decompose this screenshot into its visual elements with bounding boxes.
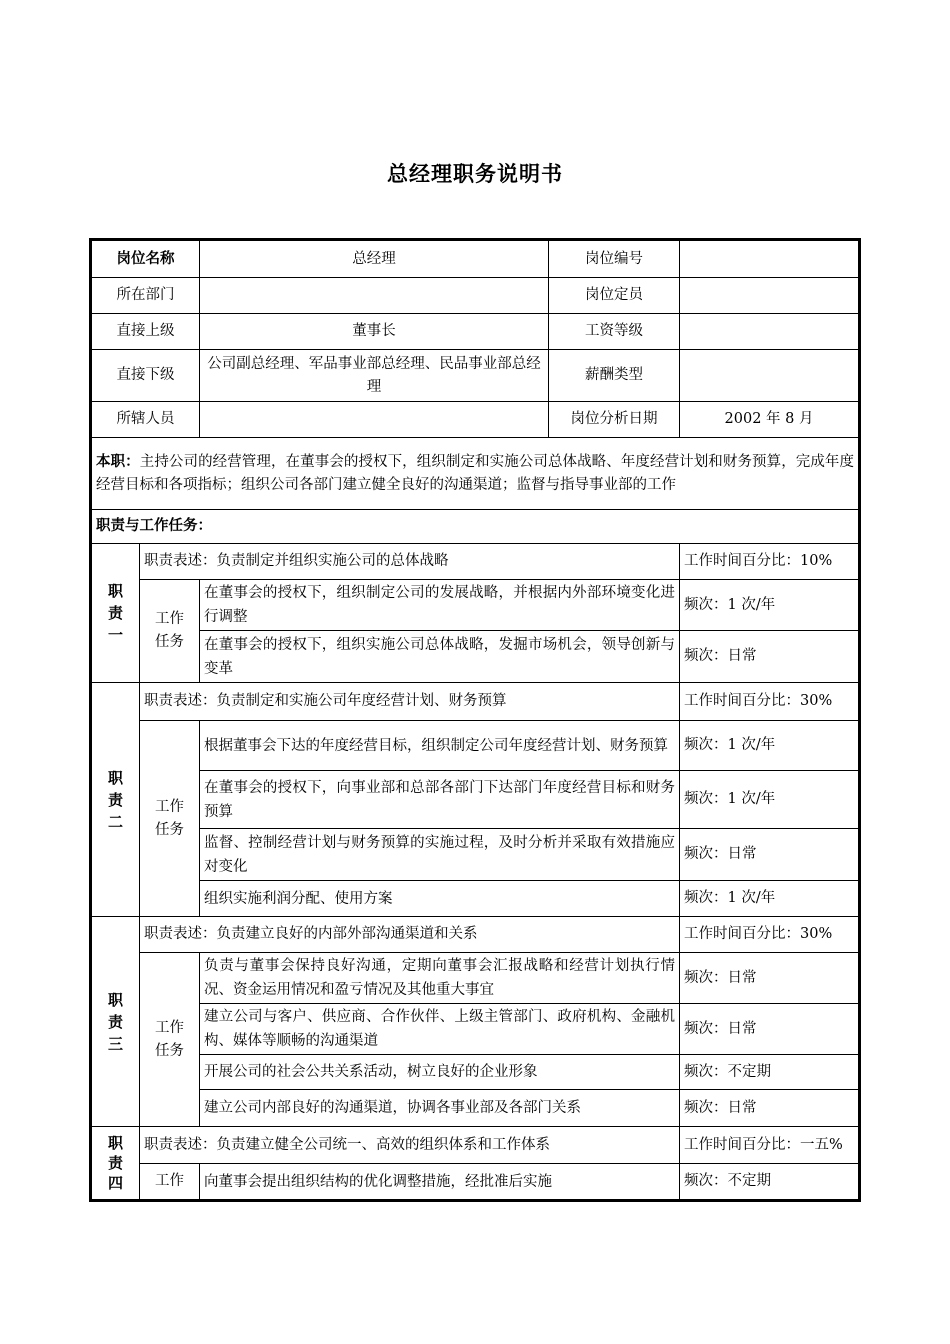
duty-3-task-4-freq: 频次：日常: [680, 1090, 859, 1127]
label-position-name: 岗位名称: [92, 241, 200, 278]
duty-2-task-3: 监督、控制经营计划与财务预算的实施过程，及时分析并采取有效措施应对变化: [200, 829, 680, 881]
duty-3-task-2: 建立公司与客户、供应商、合作伙伴、上级主管部门、政府机构、金融机构、媒体等顺畅的沟通渠道: [200, 1004, 680, 1055]
summary-cell: [92, 438, 859, 510]
duty-2-task-3-freq: 频次：日常: [680, 829, 859, 881]
duty-3-label: 职责三: [92, 917, 140, 1127]
label-salary-grade: 工资等级: [549, 314, 680, 350]
duty-1-task-2-freq: 频次：日常: [680, 631, 859, 683]
duty-3-task-4: 建立公司内部良好的沟通渠道，协调各事业部及各部门关系: [200, 1090, 680, 1127]
duty-2-task-2-freq: 频次：1 次/年: [680, 771, 859, 829]
label-department: 所在部门: [92, 278, 200, 314]
duty-3-percent: 工作时间百分比：30%: [680, 917, 859, 953]
value-direct-subordinates: 公司副总经理、军品事业部总经理、民品事业部总经理: [200, 350, 549, 402]
value-direct-superior: 董事长: [200, 314, 549, 350]
duty-2-percent: 工作时间百分比：30%: [680, 683, 859, 721]
value-position-id: [680, 241, 859, 278]
value-staff: [200, 402, 549, 438]
duty-2-task-4: 组织实施利润分配、使用方案: [200, 881, 680, 917]
duty-4-statement: 职责表述：负责建立健全公司统一、高效的组织体系和工作体系: [140, 1127, 680, 1164]
value-analysis-date: 2002 年 8 月: [680, 402, 859, 438]
label-analysis-date: 岗位分析日期: [549, 402, 680, 438]
duty-4-percent: 工作时间百分比：一五%: [680, 1127, 859, 1164]
job-description-table: [89, 238, 861, 1202]
summary-text: 主持公司的经营管理，在董事会的授权下，组织制定和实施公司总体战略、年度经营计划和财务预算，完成年度经营目标和各项指标；组织公司各部门建立健全良好的沟通渠道；监督与指导事业部的工作: [96, 453, 855, 493]
duty-3-task-3: 开展公司的社会公共关系活动，树立良好的企业形象: [200, 1055, 680, 1090]
duty-1-task-label: 工作任务: [140, 580, 200, 683]
duty-1-label: 职责一: [92, 544, 140, 683]
duty-4-label: 职责四: [92, 1127, 140, 1200]
duty-2-task-1: 根据董事会下达的年度经营目标，组织制定公司年度经营计划、财务预算: [200, 721, 680, 771]
duty-1-percent: 工作时间百分比：10%: [680, 544, 859, 580]
duty-1-statement: 职责表述：负责制定并组织实施公司的总体战略: [140, 544, 680, 580]
duty-1-task-1: 在董事会的授权下，组织制定公司的发展战略，并根据内外部环境变化进行调整: [200, 580, 680, 631]
value-department: [200, 278, 549, 314]
label-headcount: 岗位定员: [549, 278, 680, 314]
summary-label: 本职：: [96, 453, 140, 470]
duty-3-task-label: 工作任务: [140, 953, 200, 1127]
duties-heading: 职责与工作任务：: [92, 510, 859, 544]
label-staff: 所辖人员: [92, 402, 200, 438]
label-position-id: 岗位编号: [549, 241, 680, 278]
duty-3-task-2-freq: 频次：日常: [680, 1004, 859, 1055]
header-table: [91, 240, 859, 544]
duty-2-task-label: 工作任务: [140, 721, 200, 917]
label-pay-type: 薪酬类型: [549, 350, 680, 402]
duty-4-task-label: 工作: [140, 1164, 200, 1200]
duty-3-task-1: 负责与董事会保持良好沟通，定期向董事会汇报战略和经营计划执行情况、资金运用情况和盈亏情况及其他重大事宜: [200, 953, 680, 1004]
document-title: 总经理职务说明书: [387, 162, 563, 186]
value-headcount: [680, 278, 859, 314]
duty-4-task-1: 向董事会提出组织结构的优化调整措施，经批准后实施: [200, 1164, 680, 1200]
label-direct-superior: 直接上级: [92, 314, 200, 350]
duty-2-task-4-freq: 频次：1 次/年: [680, 881, 859, 917]
label-direct-subordinates: 直接下级: [92, 350, 200, 402]
value-position-name: 总经理: [200, 241, 549, 278]
duties-table: [91, 543, 859, 1200]
value-salary-grade: [680, 314, 859, 350]
duty-3-statement: 职责表述：负责建立良好的内部外部沟通渠道和关系: [140, 917, 680, 953]
duty-4-task-1-freq: 频次：不定期: [680, 1164, 859, 1200]
duty-2-label: 职责二: [92, 683, 140, 917]
duty-2-task-1-freq: 频次：1 次/年: [680, 721, 859, 771]
duty-3-task-1-freq: 频次：日常: [680, 953, 859, 1004]
duty-2-statement: 职责表述：负责制定和实施公司年度经营计划、财务预算: [140, 683, 680, 721]
duty-3-task-3-freq: 频次：不定期: [680, 1055, 859, 1090]
duty-1-task-1-freq: 频次：1 次/年: [680, 580, 859, 631]
duty-1-task-2: 在董事会的授权下，组织实施公司总体战略，发掘市场机会，领导创新与变革: [200, 631, 680, 683]
duty-2-task-2: 在董事会的授权下，向事业部和总部各部门下达部门年度经营目标和财务预算: [200, 771, 680, 829]
value-pay-type: [680, 350, 859, 402]
